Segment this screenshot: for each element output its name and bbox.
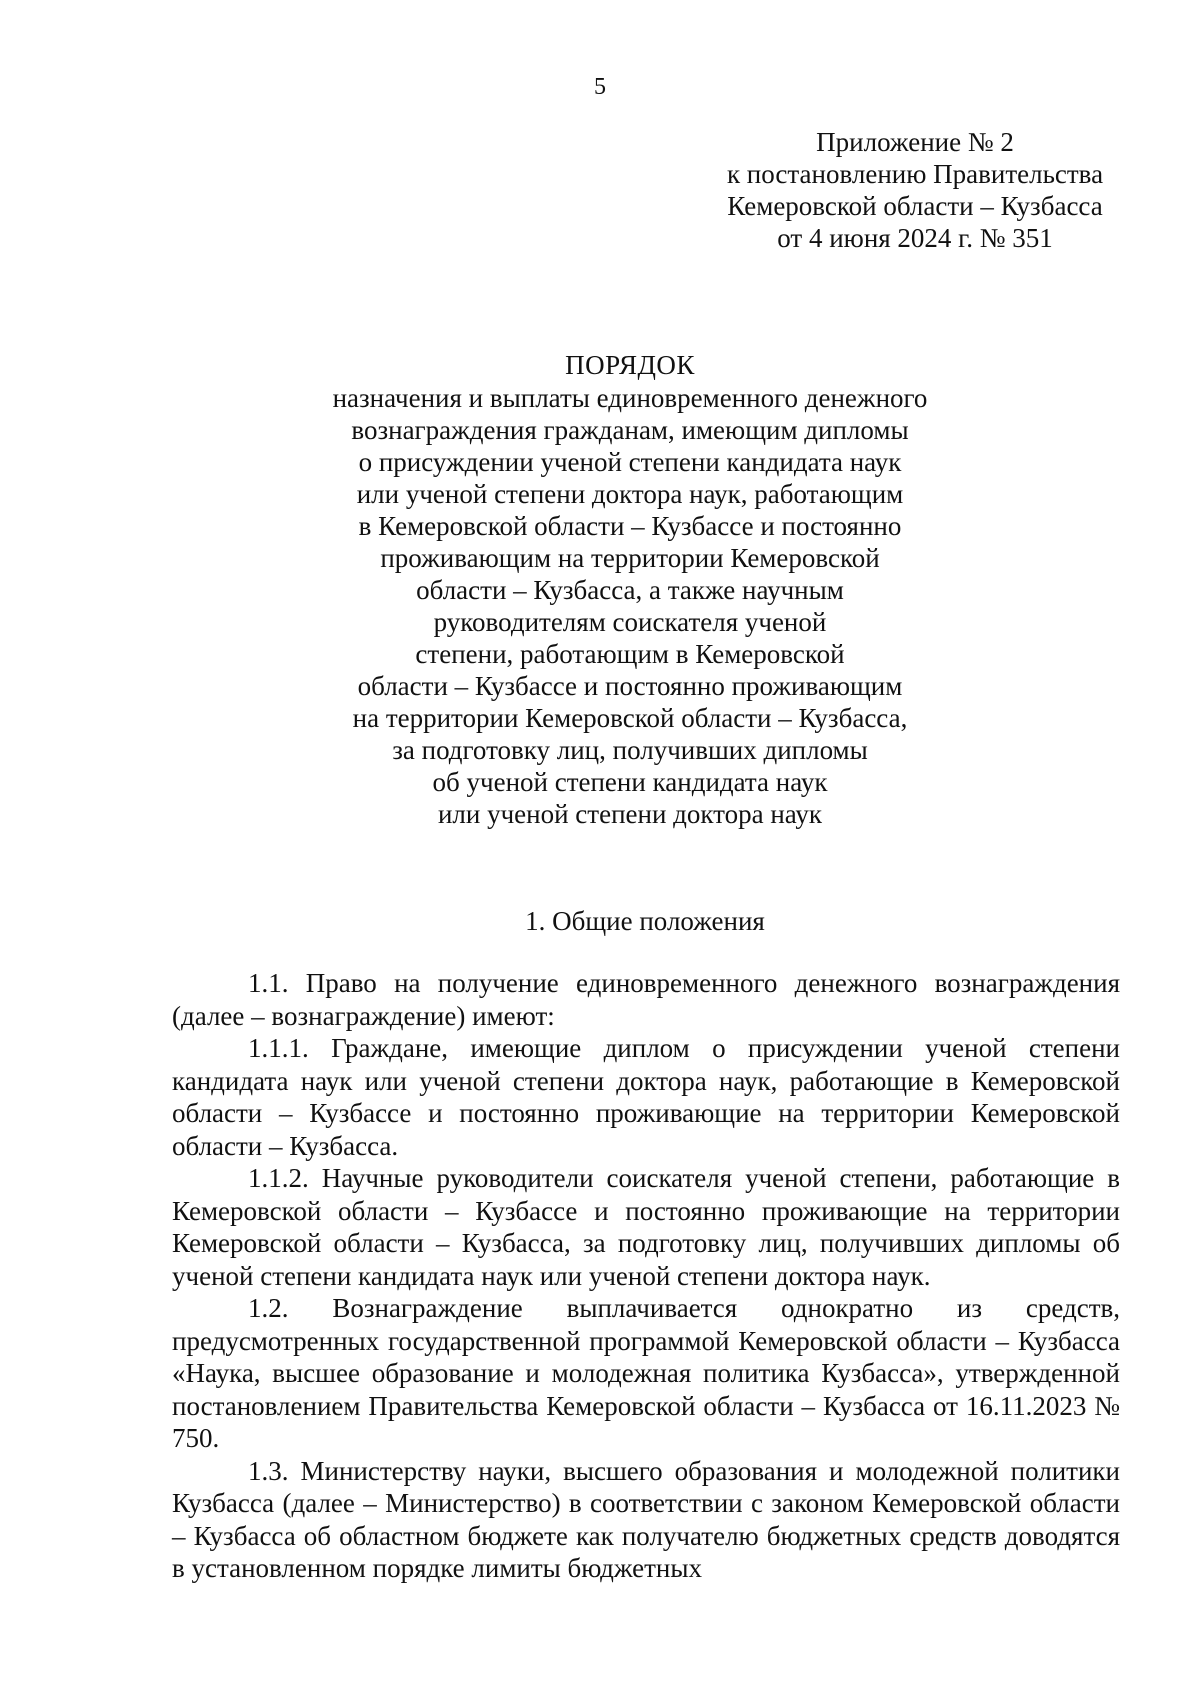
paragraph-1-1: 1.1. Право на получение единовременного денежного вознаграждения (далее – вознаграждение) имеют: [172,968,1120,1031]
section-body [172,967,1120,1585]
paragraph-1-2: 1.2. Вознаграждение выплачивается однократно из средств, предусмотренных государственной программой Кемеровской области – Кузбасса «Наука, высшее образование и молодежная политика Кузбасса», утвержденной постановлением Правительства Кемеровской области – Кузбасса от 16.11.2023 № 750. [172,1293,1120,1453]
paragraph-1-1-2: 1.1.2. Научные руководители соискателя ученой степени, работающие в Кемеровской области – Кузбассе и постоянно проживающие на территории Кемеровской области – Кузбасса, за подготовку лиц, получивших дипломы об ученой степени кандидата наук или ученой степени доктора наук. [172,1163,1120,1291]
subtitle-line: руководителям соискателя ученой [433,607,827,637]
appendix-line: Кемеровской области – Кузбасса [727,191,1103,221]
paragraph-1-1-1: 1.1.1. Граждане, имеющие диплом о присуждении ученой степени кандидата наук или ученой степени доктора наук, работающие в Кемеровской области – Кузбассе и постоянно проживающие на территории Кемеровской области – Кузбасса. [172,1033,1120,1161]
subtitle-line: в Кемеровской области – Кузбассе и постоянно [358,511,902,541]
subtitle-line: проживающим на территории Кемеровской [380,543,880,573]
title-word: ПОРЯДОК [565,350,695,380]
appendix-line: Приложение № 2 [816,127,1014,157]
subtitle-line: области – Кузбассе и постоянно проживающим [357,671,903,701]
subtitle-line: степени, работающим в Кемеровской [415,639,845,669]
subtitle-line: области – Кузбасса, а также научным [416,575,844,605]
document-title [300,348,960,830]
appendix-reference [700,126,1130,254]
subtitle-line: о присуждении ученой степени кандидата наук [358,447,902,477]
appendix-line: от 4 июня 2024 г. № 351 [777,223,1053,253]
appendix-line: к постановлению Правительства [726,159,1104,189]
paragraph-1-3: 1.3. Министерству науки, высшего образования и молодежной политики Кузбасса (далее – Министерство) в соответствии с законом Кемеровской области – Кузбасса об областном бюджете как получателю бюджетных средств доводятся в установленном порядке лимиты бюджетных [172,1455,1120,1583]
subtitle-line: на территории Кемеровской области – Кузбасса, [352,703,908,733]
subtitle-line: назначения и выплаты единовременного денежного [332,383,928,413]
subtitle-line: об ученой степени кандидата наук [432,767,828,797]
subtitle-line: вознаграждения гражданам, имеющим дипломы [351,415,909,445]
subtitle-line: или ученой степени доктора наук [437,799,823,829]
subtitle-line: или ученой степени доктора наук, работающим [356,479,904,509]
section-heading: 1. Общие положения [525,906,765,936]
subtitle-line: за подготовку лиц, получивших дипломы [392,735,868,765]
page-number: 5 [594,74,606,100]
